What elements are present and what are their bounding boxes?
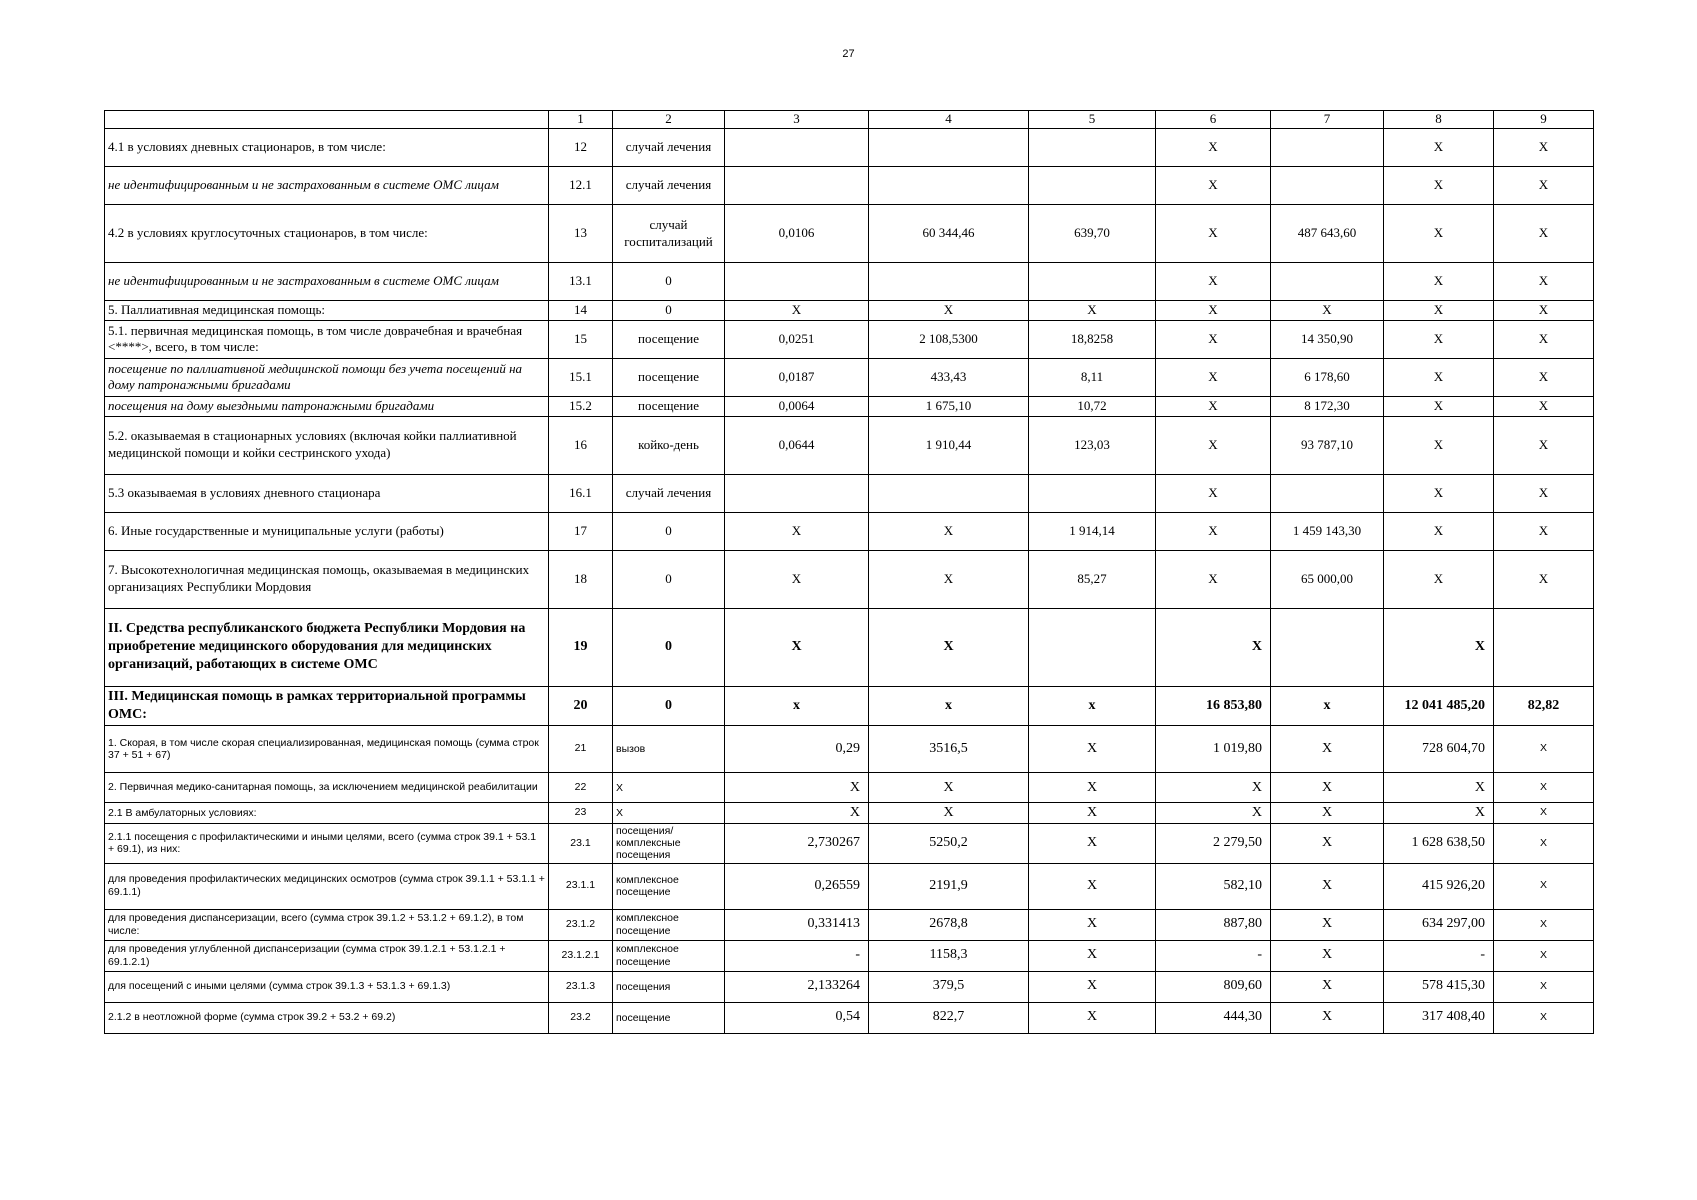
table-cell: 15 [549,320,613,358]
table-cell: X [1156,474,1271,512]
table-cell: 5250,2 [869,824,1029,863]
table-cell: X [869,608,1029,686]
table-cell: X [1384,167,1494,205]
table-cell: X [1494,416,1594,474]
table-cell: 12 [549,129,613,167]
table-cell: 1158,3 [869,940,1029,971]
table-cell: X [1029,1002,1156,1033]
table-cell: x [725,686,869,725]
table-cell: X [1494,1002,1594,1033]
table-cell: 123,03 [1029,416,1156,474]
table-cell: 2.1 В амбулаторных условиях: [105,803,549,824]
table-cell: X [725,773,869,803]
table-cell: 10,72 [1029,396,1156,416]
table-cell: 0,29 [725,726,869,773]
table-cell: 7. Высокотехнологичная медицинская помощь, оказываемая в медицинских организациях Республики Мордовия [105,550,549,608]
table-cell: 2191,9 [869,863,1029,909]
table-cell: койко-день [613,416,725,474]
table-cell: X [1271,301,1384,321]
table-cell: X [1494,909,1594,940]
table-cell: 1 910,44 [869,416,1029,474]
table-cell: x [869,686,1029,725]
table-cell: 18,8258 [1029,320,1156,358]
table-cell: X [1384,205,1494,263]
table-cell: X [1384,803,1494,824]
table-cell: 3516,5 [869,726,1029,773]
table-cell: X [1384,512,1494,550]
table-cell: X [1271,803,1384,824]
table-cell: 20 [549,686,613,725]
table-cell: 379,5 [869,971,1029,1002]
table-cell: 13 [549,205,613,263]
table-cell: 0,0187 [725,358,869,396]
table-cell: X [1271,726,1384,773]
table-row [105,263,1594,301]
table-cell: X [1156,301,1271,321]
table-cell: X [1494,396,1594,416]
table-cell: X [1494,358,1594,396]
table-cell: 728 604,70 [1384,726,1494,773]
table-cell: 0,0251 [725,320,869,358]
table-cell: X [1156,803,1271,824]
table-cell: X [1494,726,1594,773]
table-cell: 1 459 143,30 [1271,512,1384,550]
table-cell: X [1384,773,1494,803]
table-cell: X [1494,824,1594,863]
table-cell: X [1156,167,1271,205]
table-cell: 16.1 [549,474,613,512]
table-cell [725,167,869,205]
table-cell: 19 [549,608,613,686]
table-cell: для посещений с иными целями (сумма строк 39.1.3 + 53.1.3 + 69.1.3) [105,971,549,1002]
table-cell: вызов [613,726,725,773]
table-cell: X [1271,863,1384,909]
table-cell: X [1494,803,1594,824]
table-cell [869,263,1029,301]
table-row [105,608,1594,686]
table-cell: X [613,803,725,824]
table-cell: X [1156,358,1271,396]
table-row [105,396,1594,416]
table-cell: 15.1 [549,358,613,396]
table-cell: 634 297,00 [1384,909,1494,940]
table-cell [869,474,1029,512]
table-cell: для проведения профилактических медицинских осмотров (сумма строк 39.1.1 + 53.1.1 + 69.1.1) [105,863,549,909]
table-cell: X [1156,608,1271,686]
table-cell: 4.2 в условиях круглосуточных стационаров, в том числе: [105,205,549,263]
table-cell: X [1029,773,1156,803]
page-number: 27 [842,48,855,60]
table-cell: 17 [549,512,613,550]
table-row [105,320,1594,358]
table-cell: X [725,512,869,550]
table-cell: 23.1.2 [549,909,613,940]
table-cell: не идентифицированным и не застрахованным в системе ОМС лицам [105,263,549,301]
table-cell: III. Медицинская помощь в рамках территориальной программы ОМС: [105,686,549,725]
table-cell: X [725,608,869,686]
table-cell: 0 [613,550,725,608]
table-cell: X [1029,803,1156,824]
table-cell: 13.1 [549,263,613,301]
table-cell [1029,263,1156,301]
table-cell [1029,608,1156,686]
table-cell: 0 [613,512,725,550]
table-cell: 8 172,30 [1271,396,1384,416]
table-row [105,1002,1594,1033]
table-cell: посещение [613,320,725,358]
table-cell: 16 [549,416,613,474]
table-cell: 2.1.2 в неотложной форме (сумма строк 39.2 + 53.2 + 69.2) [105,1002,549,1033]
table-cell: X [1029,863,1156,909]
table-cell [1271,608,1384,686]
table-cell: 487 643,60 [1271,205,1384,263]
table-cell: посещения на дому выездными патронажными бригадами [105,396,549,416]
table-cell: X [1494,320,1594,358]
table-cell: посещения/комплексные посещения [613,824,725,863]
table-cell: X [1384,416,1494,474]
table-cell: II. Средства республиканского бюджета Республики Мордовия на приобретение медицинского оборудования для медицинских организаций, работающих в системе ОМС [105,608,549,686]
table-row [105,167,1594,205]
table-cell: 93 787,10 [1271,416,1384,474]
table-cell: 65 000,00 [1271,550,1384,608]
table-cell: 1. Скорая, в том числе скорая специализированная, медицинская помощь (сумма строк 37 + 51 + 67) [105,726,549,773]
table-cell: 0,54 [725,1002,869,1033]
table-cell: X [725,301,869,321]
table-cell: 639,70 [1029,205,1156,263]
table-row [105,129,1594,167]
table-cell: x [1029,686,1156,725]
table-cell: X [1271,940,1384,971]
table-cell: X [613,773,725,803]
table-cell [1494,608,1594,686]
table-cell: 22 [549,773,613,803]
table-cell [1271,167,1384,205]
table-cell: X [1029,971,1156,1002]
table-cell: X [1029,726,1156,773]
table-cell: X [725,803,869,824]
table-cell: X [1384,263,1494,301]
table-cell: 6 178,60 [1271,358,1384,396]
table-cell: 809,60 [1156,971,1271,1002]
table-cell [1029,167,1156,205]
header-cell: 6 [1156,111,1271,129]
table-cell: 15.2 [549,396,613,416]
table-cell: для проведения углубленной диспансеризации (сумма строк 39.1.2.1 + 53.1.2.1 + 69.1.2.1) [105,940,549,971]
table-row [105,358,1594,396]
table-cell: X [1029,909,1156,940]
table-cell: 415 926,20 [1384,863,1494,909]
table-cell: комплексное посещение [613,909,725,940]
table-cell [1029,129,1156,167]
header-cell: 7 [1271,111,1384,129]
table-cell: X [1384,396,1494,416]
table-cell: посещения [613,971,725,1002]
table-cell: X [1156,773,1271,803]
table-cell: 5.2. оказываемая в стационарных условиях (включая койки паллиативной медицинской помощи и койки сестринского ухода) [105,416,549,474]
table-cell: X [1156,512,1271,550]
table-cell: X [1384,320,1494,358]
table-cell: X [1156,550,1271,608]
header-row [105,111,1594,129]
table-cell: 23.1.3 [549,971,613,1002]
table-cell: X [1271,909,1384,940]
table-cell: 4.1 в условиях дневных стационаров, в том числе: [105,129,549,167]
table-row [105,773,1594,803]
table-cell: 0,331413 [725,909,869,940]
table-cell [1271,263,1384,301]
table-cell: X [1384,129,1494,167]
table-cell: X [1494,550,1594,608]
table-cell: 1 675,10 [869,396,1029,416]
table-cell: 23.2 [549,1002,613,1033]
table-cell: 2 279,50 [1156,824,1271,863]
table-cell: X [869,773,1029,803]
table-cell: X [1156,205,1271,263]
table-cell: 14 350,90 [1271,320,1384,358]
table-cell: 14 [549,301,613,321]
header-cell: 1 [549,111,613,129]
table-cell: X [1271,773,1384,803]
table-cell: посещение [613,358,725,396]
table-cell: X [1494,863,1594,909]
table-cell: 5. Паллиативная медицинская помощь: [105,301,549,321]
table-cell: X [1156,129,1271,167]
table-cell: - [725,940,869,971]
table-cell: X [1384,301,1494,321]
table-cell [869,129,1029,167]
table-cell: 317 408,40 [1384,1002,1494,1033]
header-cell: 8 [1384,111,1494,129]
table-cell: X [1156,320,1271,358]
table-cell [1029,474,1156,512]
table-cell: - [1156,940,1271,971]
table-cell: X [869,550,1029,608]
table-cell: X [1156,396,1271,416]
table-cell [725,129,869,167]
table-row [105,512,1594,550]
table-cell: 0 [613,263,725,301]
table-cell: 23.1.1 [549,863,613,909]
table-cell: X [869,512,1029,550]
table-cell: X [1271,824,1384,863]
header-cell: 5 [1029,111,1156,129]
table-row [105,726,1594,773]
table-cell: X [1271,971,1384,1002]
header-cell [105,111,549,129]
table-row [105,803,1594,824]
table-cell: 433,43 [869,358,1029,396]
table-cell: 18 [549,550,613,608]
table-cell: X [869,301,1029,321]
table-cell: X [1384,474,1494,512]
table-cell: X [1156,263,1271,301]
table-cell [725,263,869,301]
table-cell: 6. Иные государственные и муниципальные услуги (работы) [105,512,549,550]
table-row [105,824,1594,863]
table-row [105,474,1594,512]
table-cell: X [1494,940,1594,971]
table-row [105,863,1594,909]
table-cell: 1 628 638,50 [1384,824,1494,863]
table-cell: - [1384,940,1494,971]
table-cell: X [1494,474,1594,512]
table-cell: случай лечения [613,167,725,205]
table-cell: 0 [613,301,725,321]
table-cell: 1 914,14 [1029,512,1156,550]
table-cell: 23.1 [549,824,613,863]
table-cell: 0,0644 [725,416,869,474]
table-row [105,940,1594,971]
table-cell: 82,82 [1494,686,1594,725]
table-cell: X [869,803,1029,824]
table-cell: 0,26559 [725,863,869,909]
table-cell: X [1494,512,1594,550]
table-row [105,301,1594,321]
table-cell [1271,474,1384,512]
table-cell: 1 019,80 [1156,726,1271,773]
header-cell: 3 [725,111,869,129]
table-cell: 12 041 485,20 [1384,686,1494,725]
table-cell: 16 853,80 [1156,686,1271,725]
table-cell: 5.1. первичная медицинская помощь, в том числе доврачебная и врачебная <****>, всего, в том числе: [105,320,549,358]
table-cell: X [1384,358,1494,396]
table-cell: 2678,8 [869,909,1029,940]
table-cell: 2,730267 [725,824,869,863]
table-cell: 8,11 [1029,358,1156,396]
table-cell: 5.3 оказываемая в условиях дневного стационара [105,474,549,512]
table-cell: X [1384,608,1494,686]
table-row [105,686,1594,725]
table-cell: 2 108,5300 [869,320,1029,358]
table-cell: X [1494,167,1594,205]
table-cell: X [1494,205,1594,263]
table-cell: случай лечения [613,474,725,512]
data-table [104,110,1594,1034]
table-cell: 0 [613,686,725,725]
table-cell: 0,0106 [725,205,869,263]
header-cell: 9 [1494,111,1594,129]
table-cell: X [1494,263,1594,301]
table-cell: x [1271,686,1384,725]
table-cell: 578 415,30 [1384,971,1494,1002]
table-cell: X [1494,773,1594,803]
table-cell: случай госпитализаций [613,205,725,263]
table-cell: 23 [549,803,613,824]
table-cell [725,474,869,512]
table-cell: случай лечения [613,129,725,167]
table-cell: посещение по паллиативной медицинской помощи без учета посещений на дому патронажными бригадами [105,358,549,396]
table-cell: X [1029,301,1156,321]
table-cell: 60 344,46 [869,205,1029,263]
table-row [105,416,1594,474]
table-cell: 23.1.2.1 [549,940,613,971]
table-cell: 12.1 [549,167,613,205]
table-row [105,550,1594,608]
table-cell: X [725,550,869,608]
table-cell: посещение [613,396,725,416]
table-cell [1271,129,1384,167]
table-cell: 822,7 [869,1002,1029,1033]
table-cell: 0 [613,608,725,686]
table-row [105,205,1594,263]
table-cell: X [1271,1002,1384,1033]
table-cell: комплексное посещение [613,863,725,909]
table-cell: X [1494,971,1594,1002]
table-cell: 2. Первичная медико-санитарная помощь, за исключением медицинской реабилитации [105,773,549,803]
table-cell: X [1029,940,1156,971]
table-cell: не идентифицированным и не застрахованным в системе ОМС лицам [105,167,549,205]
table-row [105,971,1594,1002]
table-cell: X [1384,550,1494,608]
table-cell: 85,27 [1029,550,1156,608]
table-cell: X [1494,301,1594,321]
table-cell [869,167,1029,205]
table-cell: посещение [613,1002,725,1033]
table-cell: 582,10 [1156,863,1271,909]
table-cell: 887,80 [1156,909,1271,940]
table-cell: 0,0064 [725,396,869,416]
table-cell: X [1156,416,1271,474]
table-cell: 2.1.1 посещения с профилактическими и иными целями, всего (сумма строк 39.1 + 53.1 + 69.1), из них: [105,824,549,863]
table-cell: X [1494,129,1594,167]
table-cell: 21 [549,726,613,773]
table-row [105,909,1594,940]
table-cell: комплексное посещение [613,940,725,971]
table-cell: для проведения диспансеризации, всего (сумма строк 39.1.2 + 53.1.2 + 69.1.2), в том числе: [105,909,549,940]
table-cell: X [1029,824,1156,863]
table-cell: 444,30 [1156,1002,1271,1033]
header-cell: 4 [869,111,1029,129]
table-cell: 2,133264 [725,971,869,1002]
header-cell: 2 [613,111,725,129]
